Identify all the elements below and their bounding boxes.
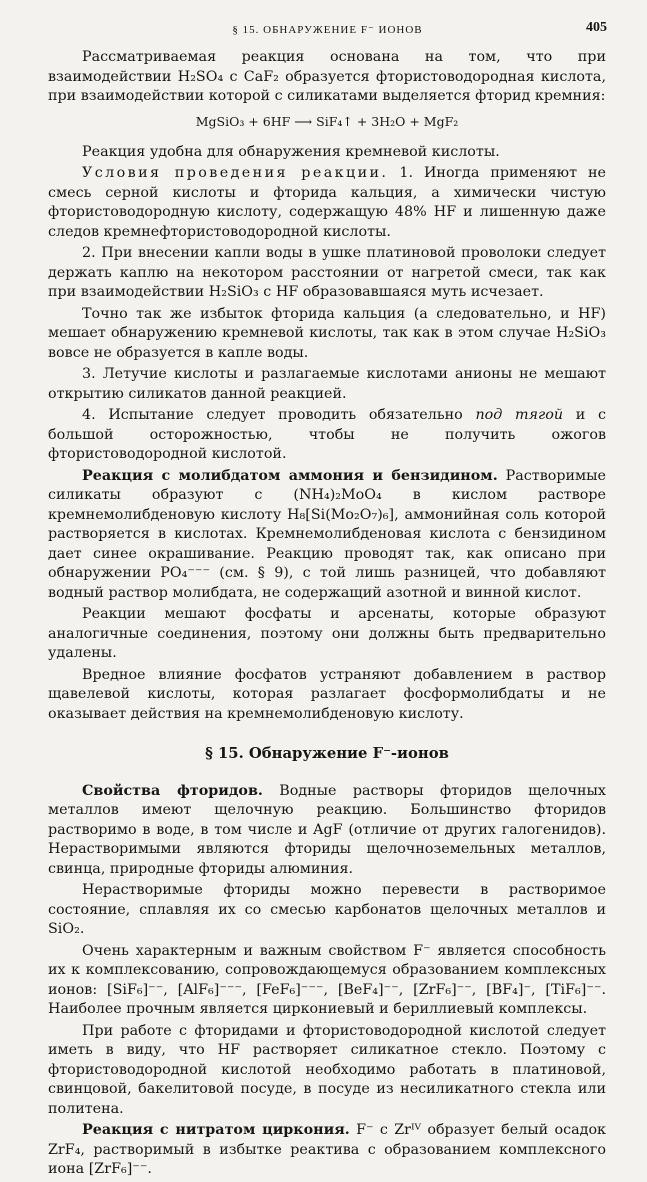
page-number: 405 xyxy=(586,20,607,35)
page-body xyxy=(48,48,606,1182)
spaced-heading: Условия проведения реакции. xyxy=(82,165,389,181)
running-header xyxy=(48,19,607,39)
run-in-heading: Свойства фторидов. xyxy=(82,782,263,799)
paragraph xyxy=(48,1121,606,1180)
run-in-heading: Реакция с нитратом циркония. xyxy=(82,1122,350,1138)
paragraph-text: 1. Иногда применяют не смесь серной кислоты и фторида кальция, а химически чистую фтористоводородную кислоту, содержащую 48% HF и лишенную даже следов кремнефтористоводородной кислоты. xyxy=(48,165,606,240)
run-in-heading: Реакция с молибдатом аммония и бензидином. xyxy=(82,467,498,484)
paragraph: Вредное влияние фосфатов устраняют добавлением в раствор щавелевой кислоты, которая разлагает фосформолибдаты и не оказывает действия на кремнемолибденовую кислоту. xyxy=(48,666,606,722)
paragraph: 2. При внесении капли воды в ушке платиновой проволоки следует держать каплю на некотором расстоянии от нагретой смеси, так как при взаимодействии H₂SiO₃ с HF образовавшаяся муть исчезает. xyxy=(48,245,606,300)
paragraph-text: и с большой осторожностью, чтобы не получить ожогов фтористоводородной кислотой. xyxy=(48,407,606,462)
italic-phrase: под тягой xyxy=(475,407,564,423)
paragraph xyxy=(48,782,606,880)
running-title: § 15. ОБНАРУЖЕНИЕ F⁻ ИОНОВ xyxy=(232,24,423,36)
paragraph-text: Растворимые силикаты образуют с (NH₄)₂MoO₄ в кислом растворе кремнемолибденовую кислоту H₈[Si(Mo₂O₇)₆], аммонийная соль которой растворяется в кислотах. Кремнемолибденовая кислота с бензидином дает синее окрашивание. Реакцию проводят так, как описано при обнаружении PO₄⁻⁻⁻ (см. § 9), с той лишь разницей, что добавляют водный раствор молибдата, не содержащий азотной и винной кислот. xyxy=(48,467,606,601)
paragraph: Реакция удобна для обнаружения кремневой кислоты. xyxy=(82,143,500,160)
paragraph xyxy=(48,406,606,465)
paragraph: Рассматриваемая реакция основана на том, что при взаимодействии H₂SO₄ с CaF₂ образуется фтористоводородная кислота, при взаимодействии которой с силикатами выделяется фторид кремния: xyxy=(48,49,606,104)
paragraph: Реакции мешают фосфаты и арсенаты, которые образуют аналогичные соединения, поэтому они должны быть предварительно удалены. xyxy=(48,606,606,661)
paragraph-conditions xyxy=(48,164,606,242)
paragraph: Очень характерным и важным свойством F⁻ является способность их к комплексованию, сопровождающемуся образованием комплексных ионов: [SiF₆]⁻⁻, [AlF₆]⁻⁻⁻, [FeF₆]⁻⁻⁻, [BeF₄]⁻⁻, [ZrF₆]⁻⁻, [BF₄]⁻, [TiF₆]⁻⁻. Наиболее прочным является циркониевый и бериллиевый комплексы. xyxy=(48,942,606,1017)
paragraph-text: Водные растворы фторидов щелочных металлов имеют щелочную реакцию. Большинство фторидов растворимо в воде, в том числе и AgF (отличие от других галогенидов). Нерастворимыми являются фториды щелочноземельных металлов, свинца, природные фториды алюминия. xyxy=(48,782,606,877)
paragraph: 3. Летучие кислоты и разлагаемые кислотами анионы не мешают открытию силикатов данной реакцией. xyxy=(48,366,606,402)
paragraph xyxy=(48,467,606,604)
paragraph-text: F⁻ с Zrᴵⱽ образует белый осадок ZrF₄, растворимый в избытке реактива с образованием комплексного иона [ZrF₆]⁻⁻. xyxy=(48,1122,606,1177)
paragraph: При работе с фторидами и фтористоводородной кислотой следует иметь в виду, что HF растворяет силикатное стекло. Поэтому с фтористоводородной кислотой необходимо работать в платиновой, свинцовой, бакелитовой посуде, в посуде из несиликатного стекла или политена. xyxy=(48,1022,606,1117)
paragraph: Точно так же избыток фторида кальция (а следовательно, и HF) мешает обнаружению кремневой кислоты, так как в этом случае H₂SiO₃ вовсе не образуется в капле воды. xyxy=(48,305,606,361)
paragraph: Нерастворимые фториды можно перевести в растворимое состояние, сплавляя их со смесью карбонатов щелочных металлов и SiO₂. xyxy=(48,882,606,937)
paragraph-text: 4. Испытание следует проводить обязательно xyxy=(82,407,476,423)
chemical-equation: MgSiO₃ + 6HF ⟶ SiF₄↑ + 3H₂O + MgF₂ xyxy=(195,113,459,129)
section-title: § 15. Обнаружение F⁻-ионов xyxy=(205,745,449,762)
